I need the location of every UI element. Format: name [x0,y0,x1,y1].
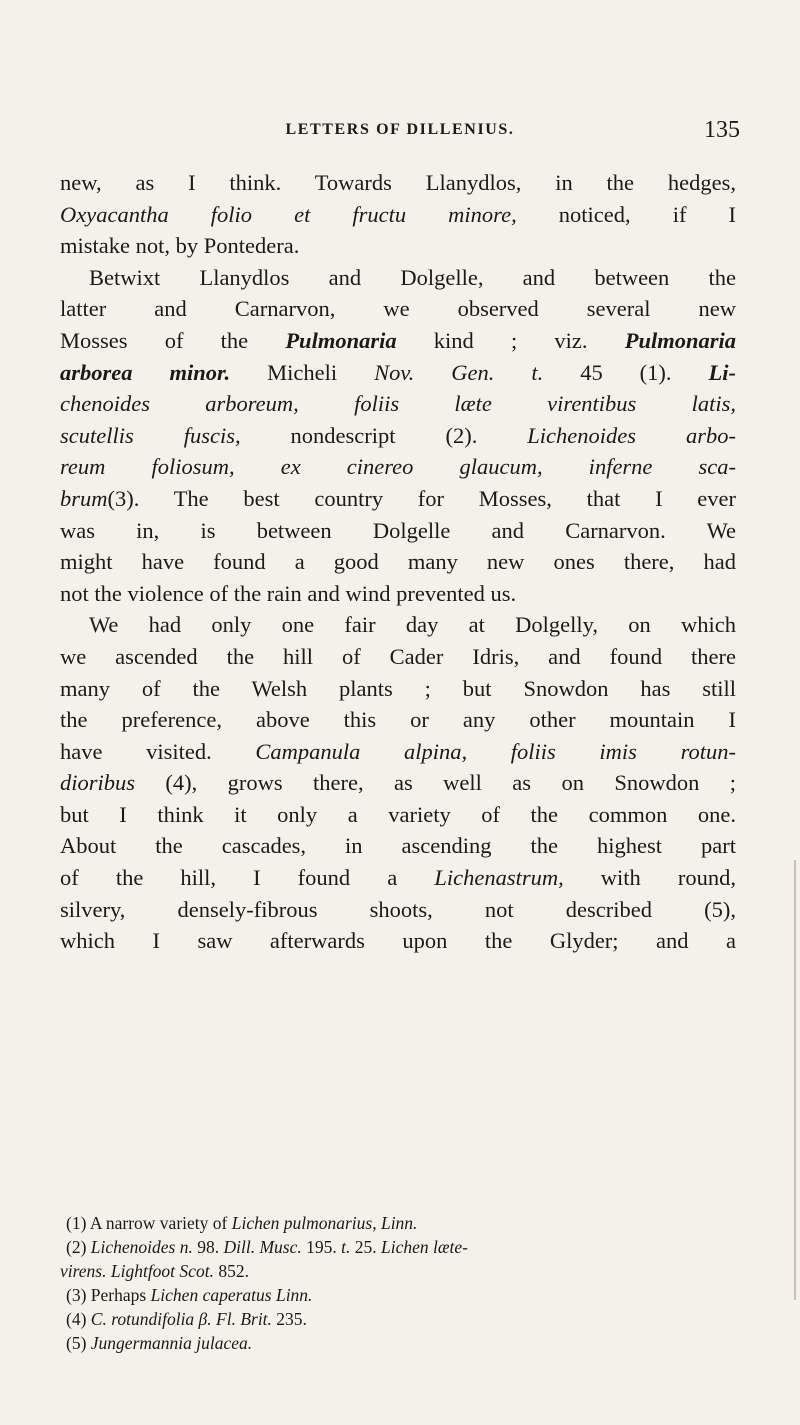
text-line [60,451,736,483]
bold-italic-text: arborea minor. [60,359,231,385]
text-run: with round, [563,865,736,891]
page-header [60,117,740,151]
footnote-line [60,1331,736,1355]
text-run: Micheli [230,359,375,385]
italic-text: Nov. Gen. t. [374,359,544,385]
italic-text: chenoides arboreum, foliis læte virentibus latis, [60,391,736,417]
text-line [60,673,736,705]
text-run: we ascended the hill of Cader Idris, and found there [60,643,736,669]
text-run: new, as I think. Towards Llanydlos, in the hedges, [60,170,736,195]
footnote-line [60,1283,736,1307]
text-run: Betwixt Llanydlos and Dolgelle, and between the [89,264,736,290]
footnote-line [60,1259,736,1283]
text-run: silvery, densely-fibrous shoots, not described (5), [60,896,736,922]
text-run: 195. [301,1237,342,1257]
italic-text: Lichenoides n. [90,1237,193,1257]
text-line [60,515,736,547]
text-run: nondescript (2). [240,422,528,448]
italic-text: Lichen pulmonarius, Linn. [231,1213,418,1233]
text-line [60,578,736,610]
text-line [60,767,736,799]
italic-text: reum foliosum, ex cinereo glaucum, inferne sca- [60,454,736,480]
italic-text: virens. Lightfoot Scot. [60,1261,214,1281]
text-line [60,230,736,262]
text-line [60,894,736,926]
body-text [60,167,736,957]
text-run: which I saw afterwards upon the Glyder; and a [60,928,736,954]
italic-text: Lichen læte- [381,1237,468,1257]
italic-text: C. rotundifolia β. Fl. Brit. [90,1309,272,1329]
text-run: 25. [350,1237,381,1257]
italic-text: scutellis fuscis, [60,422,241,448]
text-line [60,483,736,515]
text-line [60,388,736,420]
text-line [60,704,736,736]
italic-text: Lichenoides arbo- [527,422,736,448]
footnote-line [60,1307,736,1331]
text-line [60,167,736,199]
page-edge-shadow [794,860,796,1300]
text-line [60,325,736,357]
text-run: (4) [66,1309,91,1329]
text-run: might have found a good many new ones there, had [60,549,736,575]
text-line [60,925,736,957]
text-line [60,199,736,231]
text-run: not the violence of the rain and wind prevented us. [60,580,517,606]
text-run: Mosses of the [60,327,286,353]
text-run: many of the Welsh plants ; but Snowdon has still [60,675,736,701]
text-line [60,293,736,325]
text-run: 852. [213,1261,249,1281]
bold-italic-text: Li- [708,359,737,385]
italic-text: Dill. Musc. [223,1237,302,1257]
italic-text: Lichenastrum, [434,865,564,891]
italic-text: t. [341,1237,351,1257]
text-line [60,357,736,389]
text-line [60,546,736,578]
bold-italic-text: Pulmonaria [624,327,736,353]
italic-text: Lichen caperatus Linn. [150,1285,313,1305]
text-line [60,420,736,452]
text-run: but I think it only a variety of the common one. [60,801,736,827]
text-run: the preference, above this or any other mountain I [60,707,736,733]
text-run: (5) [66,1333,91,1353]
text-run: of the hill, I found a [60,865,435,891]
text-run: We had only one fair day at Dolgelly, on which [89,612,736,638]
text-run: was in, is between Dolgelle and Carnarvon. We [60,517,736,543]
text-run: 45 (1). [543,359,709,385]
text-run: have visited. [60,738,256,764]
text-line [60,641,736,673]
text-run: 98. [192,1237,224,1257]
footnotes [60,1211,736,1355]
page-number: 135 [704,117,740,143]
text-run: (4), grows there, as well as on Snowdon ; [135,770,736,796]
text-line [60,799,736,831]
italic-text: dioribus [60,770,136,796]
text-line [60,862,736,894]
text-run: About the cascades, in ascending the highest part [60,833,736,859]
text-run: noticed, if I [516,201,737,227]
text-run: (1) A narrow variety of [66,1213,232,1233]
italic-text: brum [60,485,108,511]
text-line [60,830,736,862]
text-run: 235. [271,1309,307,1329]
text-run: (2) [66,1237,91,1257]
text-run: latter and Carnarvon, we observed several new [60,296,736,322]
italic-text: Jungermannia julacea. [90,1333,253,1353]
text-run: mistake not, by Pontedera. [60,233,300,259]
footnote-line [60,1235,736,1259]
text-line [60,262,736,294]
footnote-line [60,1211,736,1235]
text-run: (3). The best country for Mosses, that I ever [107,485,736,511]
text-line [60,736,736,768]
italic-text: Campanula alpina, foliis imis rotun- [255,738,736,764]
text-run: (3) Perhaps [66,1285,151,1305]
running-head: LETTERS OF DILLENIUS. [285,121,515,138]
text-line [60,609,736,641]
text-run: kind ; viz. [396,327,625,353]
italic-text: Oxyacantha folio et fructu minore, [60,201,517,227]
bold-italic-text: Pulmonaria [285,327,397,353]
